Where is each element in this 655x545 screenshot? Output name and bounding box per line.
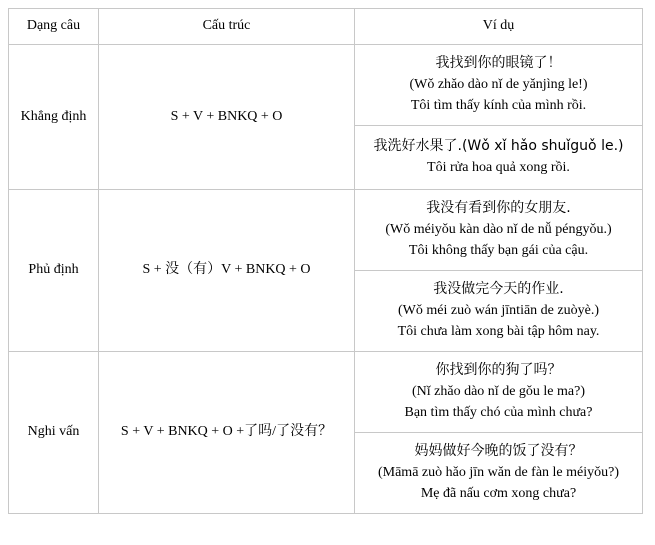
example-vietnamese: Tôi tìm thấy kính của mình rồi. — [410, 98, 587, 114]
sentence-type-label: Khẳng định — [20, 108, 87, 124]
example-chinese: 我找到你的眼镜了！ — [435, 54, 562, 71]
example-chinese: 妈妈做好今晚的饭了没有？ — [414, 442, 583, 459]
example-cell — [355, 271, 643, 352]
example-vietnamese: Tôi chưa làm xong bài tập hôm nay. — [397, 324, 600, 340]
example-chinese: 我没做完今天的作业. — [433, 280, 564, 297]
example-pinyin: (Wǒ zhǎo dào nǐ de yǎnjìng le!) — [409, 76, 588, 92]
grammar-table — [8, 8, 643, 514]
table-row — [9, 45, 643, 126]
example-vietnamese: Tôi rửa hoa quả xong rồi. — [427, 160, 570, 175]
structure-cell — [99, 190, 355, 352]
example-pinyin: (Nǐ zhǎo dào nǐ de gǒu le ma?) — [412, 383, 585, 399]
example-vietnamese: Bạn tìm thấy chó của mình chưa? — [404, 405, 593, 421]
header-sentence-type: Dạng câu — [9, 9, 99, 45]
structure-cell — [99, 352, 355, 514]
sentence-type-cell — [9, 45, 99, 190]
example-cell — [355, 433, 643, 514]
example-cell — [355, 126, 643, 190]
example-pinyin: (Wǒ méiyǒu kàn dào nǐ de nǚ péngyǒu.) — [385, 221, 612, 237]
table-row — [9, 190, 643, 271]
sentence-type-label: Nghi vấn — [27, 424, 80, 440]
example-chinese: 你找到你的狗了吗？ — [435, 361, 562, 378]
example-cell — [355, 45, 643, 126]
example-vietnamese: Mẹ đã nấu cơm xong chưa? — [420, 486, 577, 502]
structure-cell — [99, 45, 355, 190]
table-header-row — [9, 9, 643, 45]
structure-formula: S + 没（有）V + BNKQ + O — [142, 262, 311, 278]
header-structure: Cấu trúc — [99, 9, 355, 45]
example-pinyin: (Wǒ méi zuò wán jīntiān de zuòyè.) — [398, 302, 599, 318]
header-example: Ví dụ — [355, 9, 643, 45]
structure-formula: S + V + BNKQ + O +了吗/了没有？ — [120, 424, 333, 440]
example-cell — [355, 190, 643, 271]
example-pinyin: (Māmā zuò hǎo jīn wǎn de fàn le méiyǒu?) — [377, 464, 620, 480]
example-chinese: 我洗好水果了.(Wǒ xǐ hǎo shuǐguǒ le.) — [373, 138, 624, 155]
example-vietnamese: Tôi không thấy bạn gái của cậu. — [408, 243, 589, 259]
sentence-type-cell — [9, 190, 99, 352]
example-cell — [355, 352, 643, 433]
sentence-type-cell — [9, 352, 99, 514]
structure-formula: S + V + BNKQ + O — [170, 108, 283, 124]
table-row — [9, 352, 643, 433]
example-chinese: 我没有看到你的女朋友. — [426, 199, 571, 216]
sentence-type-label: Phủ định — [28, 262, 79, 278]
